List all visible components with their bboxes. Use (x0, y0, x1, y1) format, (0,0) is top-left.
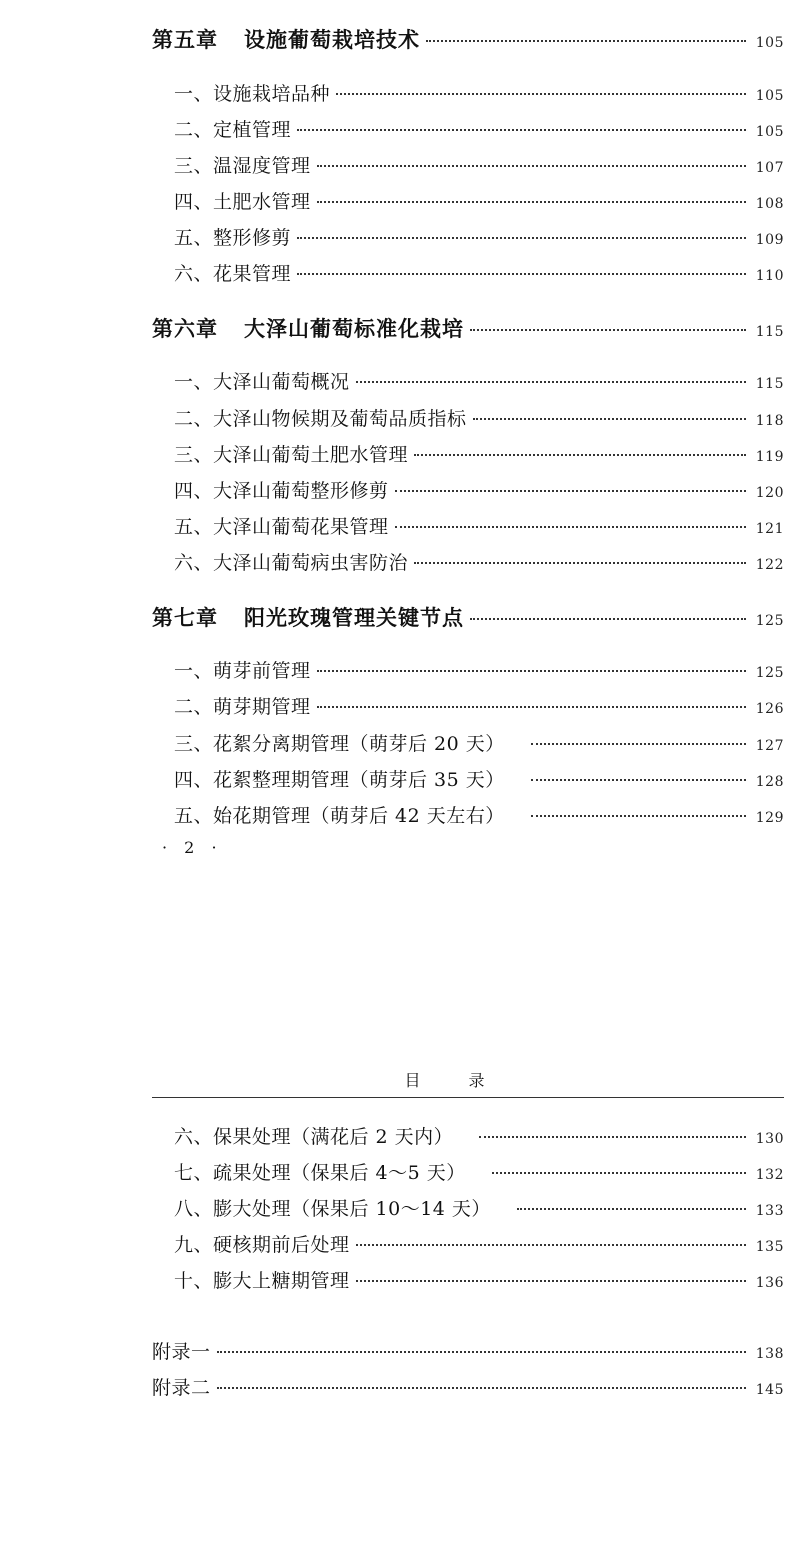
page-number: 105 (755, 35, 784, 51)
dot-leader (317, 165, 746, 167)
chapter-title: 大泽山葡萄标准化栽培 (244, 317, 464, 341)
dot-leader (217, 1387, 746, 1389)
page-number: 109 (755, 232, 784, 248)
toc-entry[interactable] (174, 223, 784, 250)
appendix-label: 附录一 (152, 1341, 211, 1363)
page-number: 130 (755, 1131, 784, 1147)
toc-entry[interactable] (174, 1158, 784, 1185)
page-number: 127 (755, 738, 784, 754)
dot-leader (414, 562, 746, 564)
toc-entry[interactable] (174, 801, 784, 828)
toc-appendix-2[interactable] (152, 1373, 784, 1400)
entry-label: 十、膨大上糖期管理 (174, 1270, 350, 1292)
dot-leader (297, 237, 746, 239)
chapter-title: 阳光玫瑰管理关键节点 (244, 606, 464, 630)
entry-label: 八、膨大处理（保果后 10～14 天） (174, 1198, 491, 1220)
toc-entry[interactable] (174, 440, 784, 467)
toc-entry[interactable] (174, 1194, 784, 1221)
toc-entry[interactable] (174, 512, 784, 539)
toc-entry[interactable] (174, 1266, 784, 1293)
page-number: 110 (755, 268, 784, 284)
entry-label: 三、大泽山葡萄土肥水管理 (174, 444, 409, 466)
dot-leader (473, 418, 746, 420)
toc-chapter-5[interactable] (152, 24, 784, 54)
entry-label: 九、硬核期前后处理 (174, 1234, 350, 1256)
chapter-number: 第七章 (152, 606, 218, 630)
page-number: 133 (755, 1203, 784, 1219)
page-number: 120 (755, 485, 784, 501)
page-number: 125 (755, 613, 784, 629)
toc-entry[interactable] (174, 367, 784, 394)
toc-entry[interactable] (174, 656, 784, 683)
page-number: 115 (755, 324, 784, 340)
page-number: 136 (755, 1275, 784, 1291)
toc-entry[interactable] (174, 187, 784, 214)
page-number: 105 (755, 124, 784, 140)
page-number: 118 (755, 413, 784, 429)
toc-entry[interactable] (174, 729, 784, 756)
page-number: 105 (755, 88, 784, 104)
entry-label: 三、花絮分离期管理（萌芽后 20 天） (174, 733, 505, 755)
entry-label: 二、大泽山物候期及葡萄品质指标 (174, 408, 467, 430)
entry-label: 五、大泽山葡萄花果管理 (174, 516, 389, 538)
entry-label: 四、大泽山葡萄整形修剪 (174, 480, 389, 502)
entry-label: 五、整形修剪 (174, 227, 292, 249)
running-head: 目录 (404, 1071, 533, 1090)
chapter-number: 第五章 (152, 28, 218, 52)
dot-leader (317, 201, 746, 203)
toc-entry[interactable] (174, 259, 784, 286)
toc-entry[interactable] (174, 765, 784, 792)
entry-label: 七、疏果处理（保果后 4～5 天） (174, 1162, 466, 1184)
entry-label: 六、大泽山葡萄病虫害防治 (174, 552, 409, 574)
dot-leader (297, 129, 746, 131)
dot-leader (492, 1172, 746, 1174)
entry-label: 五、始花期管理（萌芽后 42 天左右） (174, 805, 505, 827)
toc-entry[interactable] (174, 1122, 784, 1149)
entry-label: 三、温湿度管理 (174, 155, 311, 177)
page-number: 135 (755, 1239, 784, 1255)
dot-leader (217, 1351, 746, 1353)
dot-leader (426, 40, 746, 42)
dot-leader (297, 273, 746, 275)
toc-entry[interactable] (174, 79, 784, 106)
entry-label: 一、萌芽前管理 (174, 660, 311, 682)
header-rule (152, 1097, 784, 1098)
dot-leader (317, 706, 746, 708)
entry-label: 二、定植管理 (174, 119, 292, 141)
toc-entry[interactable] (174, 115, 784, 142)
page-folio: · 2 · (162, 838, 223, 857)
toc-entry[interactable] (174, 404, 784, 431)
dot-leader (356, 1244, 746, 1246)
page-number: 129 (755, 810, 784, 826)
toc-chapter-7[interactable] (152, 602, 784, 632)
page-number: 126 (755, 701, 784, 717)
appendix-label: 附录二 (152, 1377, 211, 1399)
dot-leader (479, 1136, 746, 1138)
entry-label: 六、花果管理 (174, 263, 292, 285)
dot-leader (356, 381, 746, 383)
entry-label: 一、设施栽培品种 (174, 83, 331, 105)
page-number: 119 (755, 449, 784, 465)
entry-label: 四、土肥水管理 (174, 191, 311, 213)
dot-leader (531, 743, 746, 745)
dot-leader (395, 490, 746, 492)
toc-entry[interactable] (174, 548, 784, 575)
toc-page-bottom (0, 1060, 800, 1546)
page-number: 122 (755, 557, 784, 573)
chapter-title: 设施葡萄栽培技术 (244, 28, 420, 52)
dot-leader (531, 779, 746, 781)
dot-leader (336, 93, 746, 95)
dot-leader (517, 1208, 746, 1210)
page-number: 138 (755, 1346, 784, 1362)
page-number: 128 (755, 774, 784, 790)
page-number: 145 (755, 1382, 784, 1398)
toc-entry[interactable] (174, 692, 784, 719)
entry-label: 一、大泽山葡萄概况 (174, 371, 350, 393)
entry-label: 六、保果处理（满花后 2 天内） (174, 1126, 454, 1148)
toc-chapter-6[interactable] (152, 313, 784, 343)
dot-leader (395, 526, 746, 528)
toc-appendix-1[interactable] (152, 1337, 784, 1364)
page-number: 107 (755, 160, 784, 176)
dot-leader (531, 815, 746, 817)
dot-leader (317, 670, 746, 672)
page-number: 108 (755, 196, 784, 212)
dot-leader (470, 618, 746, 620)
page-number: 121 (755, 521, 784, 537)
page-number: 125 (755, 665, 784, 681)
entry-label: 二、萌芽期管理 (174, 696, 311, 718)
page-number: 132 (755, 1167, 784, 1183)
chapter-number: 第六章 (152, 317, 218, 341)
dot-leader (470, 329, 746, 331)
toc-entry[interactable] (174, 476, 784, 503)
dot-leader (414, 454, 746, 456)
page-number: 115 (755, 376, 784, 392)
dot-leader (356, 1280, 746, 1282)
toc-entry[interactable] (174, 1230, 784, 1257)
toc-entry[interactable] (174, 151, 784, 178)
entry-label: 四、花絮整理期管理（萌芽后 35 天） (174, 769, 505, 791)
